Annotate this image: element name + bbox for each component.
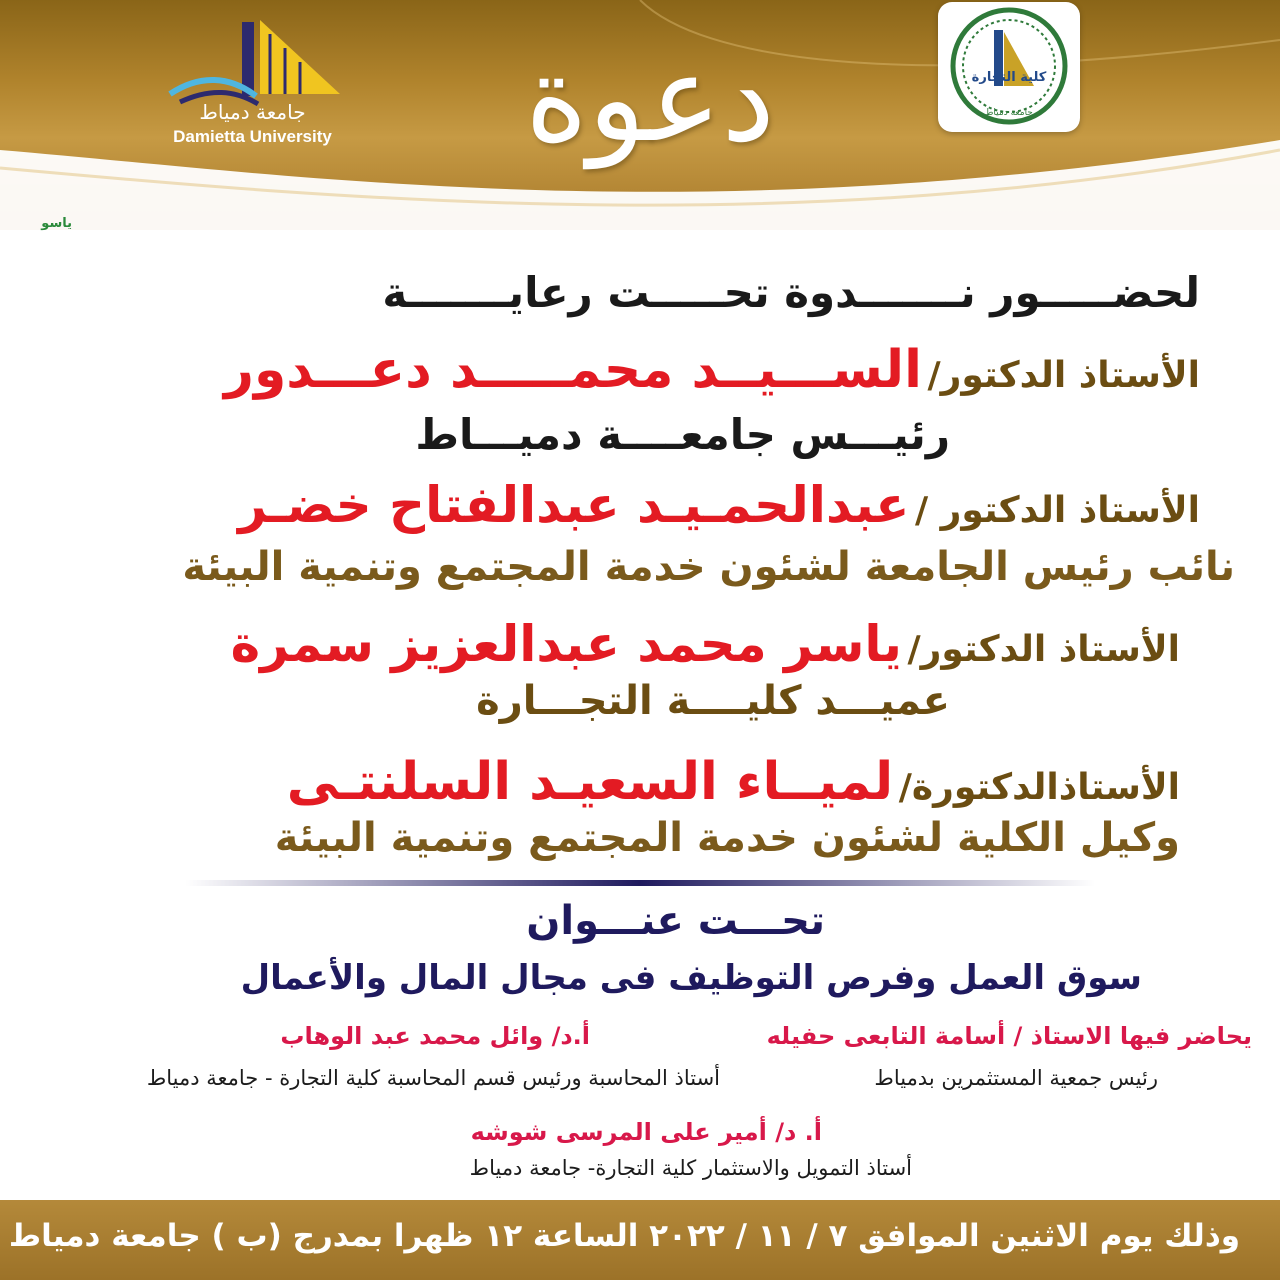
speaker-3-role: أستاذ التمويل والاستثمار كلية التجارة- جامعة دمياط bbox=[469, 1156, 912, 1180]
patron-2-name: عبدالحمـيـد عبدالفتاح خضـر bbox=[238, 476, 910, 534]
university-name-en: Damietta University bbox=[173, 127, 332, 146]
patron-4-role: وكيل الكلية لشئون خدمة المجتمع وتنمية البيئة bbox=[274, 815, 1180, 861]
patron-1-role: رئيـــس جامعــــة دميـــاط bbox=[415, 410, 950, 459]
topic-label: تحـــت عنـــوان bbox=[526, 898, 825, 944]
patron-4-title: الأستاذالدكتورة/ bbox=[898, 767, 1180, 808]
patron-2 bbox=[238, 476, 1200, 534]
patron-3 bbox=[231, 615, 1180, 673]
patron-4-name: لميــاء السعيـد السلنتـى bbox=[286, 752, 894, 812]
intro-line: لحضـــــور نـــــــدوة تحـــــت رعايـــــــة bbox=[382, 268, 1200, 317]
speaker-2-role: أستاذ المحاسبة ورئيس قسم المحاسبة كلية التجارة - جامعة دمياط bbox=[146, 1066, 720, 1090]
patron-2-role: نائب رئيس الجامعة لشئون خدمة المجتمع وتنمية البيئة bbox=[182, 544, 1235, 590]
college-logo-sub: جامعة دمياط bbox=[985, 108, 1033, 118]
speaker-1-role: رئيس جمعية المستثمرين بدمياط bbox=[874, 1066, 1158, 1090]
university-name-ar: جامعة دمياط bbox=[199, 100, 306, 124]
patron-3-name: ياسر محمد عبدالعزيز سمرة bbox=[230, 615, 902, 673]
patron-2-title: الأستاذ الدكتور / bbox=[914, 490, 1200, 531]
speaker-2-name: أ.د/ وائل محمد عبد الوهاب bbox=[280, 1022, 590, 1050]
speaker-1-name: يحاضر فيها الاستاذ / أسامة التابعى حفيله bbox=[766, 1022, 1252, 1050]
college-logo-text: كلية التجارة bbox=[971, 70, 1047, 85]
event-details: وذلك يوم الاثنين الموافق ٧ / ١١ / ٢٠٢٢ الساعة ١٢ ظهرا بمدرج (ب ) جامعة دمياط bbox=[8, 1218, 1240, 1254]
patron-1-name: الســـيــد محمـــــد دعـــدور bbox=[224, 340, 922, 400]
patron-1 bbox=[224, 340, 1200, 400]
patron-3-title: الأستاذ الدكتور/ bbox=[907, 629, 1180, 670]
patron-1-title: الأستاذ الدكتور/ bbox=[927, 355, 1200, 396]
corner-tag: ياسو bbox=[41, 216, 72, 231]
patron-4 bbox=[287, 752, 1180, 812]
patron-3-role: عميـــد كليــــة التجـــارة bbox=[476, 678, 950, 724]
speaker-3-name: أ. د/ أمير على المرسى شوشه bbox=[470, 1118, 822, 1146]
topic-title: سوق العمل وفرص التوظيف فى مجال المال والأعمال bbox=[240, 958, 1142, 998]
section-divider bbox=[185, 880, 1095, 886]
invitation-title: دعوة bbox=[525, 30, 775, 169]
